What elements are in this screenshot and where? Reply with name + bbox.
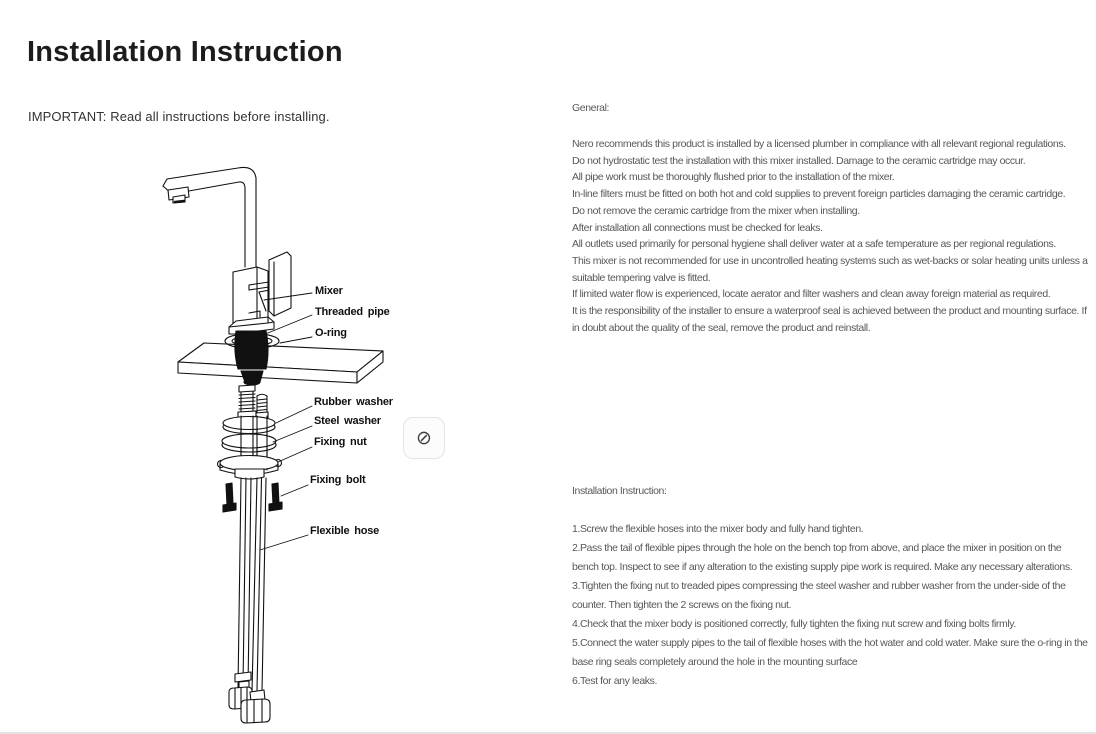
general-paragraph: Nero recommends this product is installed by a licensed plumber in compliance with all relevant regional regulations.	[572, 138, 1066, 150]
label-mixer: Mixer	[315, 285, 343, 297]
general-paragraph: Do not hydrostatic test the installation with this mixer installed. Damage to the ceramic cartridge may occur.	[572, 154, 1026, 167]
general-paragraph: This mixer is not recommended for use in uncontrolled heating systems such as wet-backs or solar heating units unless a suitable tempering valve is fitted.	[572, 254, 1088, 284]
label-steel-washer: Steel washer	[314, 415, 381, 427]
page-title: Installation Instruction	[27, 36, 343, 68]
general-paragraph: If limited water flow is experienced, locate aerator and filter washers and clean away foreign material as required.	[572, 288, 1051, 301]
installation-step: 1.Screw the flexible hoses into the mixer body and fully hand tighten.	[572, 523, 864, 535]
installation-steps	[572, 520, 1088, 691]
general-paragraphs	[572, 136, 1088, 336]
installation-heading: Installation Instruction:	[572, 485, 667, 497]
installation-step: 2.Pass the tail of flexible pipes through the hole on the bench top from above, and place the mixer in position on the bench top. Inspect to see if any alteration to the existing supply pipe work is required. Make any necessary alterations.	[572, 542, 1073, 573]
label-fixing-bolt: Fixing bolt	[310, 474, 366, 486]
installation-step: 6.Test for any leaks.	[572, 675, 657, 687]
label-flexible-hose: Flexible hose	[310, 525, 380, 537]
label-threaded-pipe: Threaded pipe	[315, 306, 390, 318]
installation-step: 4.Check that the mixer body is positioned correctly, fully tighten the fixing nut screw and fixing bolts firmly.	[572, 618, 1016, 630]
label-rubber-washer: Rubber washer	[314, 396, 393, 408]
general-paragraph: All outlets used primarily for personal hygiene shall deliver water at a safe temperature as per regional regulations.	[572, 238, 1056, 251]
general-paragraph: Do not remove the ceramic cartridge from the mixer when installing.	[572, 204, 860, 217]
label-o-ring: O-ring	[315, 327, 347, 339]
no-entry-icon: ⊘	[416, 426, 432, 449]
important-note: IMPORTANT: Read all instructions before installing.	[28, 109, 330, 124]
general-paragraph: After installation all connections must be checked for leaks.	[572, 221, 823, 234]
general-paragraph: All pipe work must be thoroughly flushed prior to the installation of the mixer.	[572, 171, 895, 184]
label-fixing-nut: Fixing nut	[314, 436, 367, 448]
general-paragraph: In-line filters must be fitted on both hot and cold supplies to prevent foreign particles damaging the ceramic cartridge.	[572, 188, 1066, 201]
blocked-image-placeholder	[403, 417, 445, 459]
installation-step: 5.Connect the water supply pipes to the tail of flexible hoses with the hot water and cold water. Make sure the o-ring in the base ring seals completely around the hole in the mounting surface	[572, 637, 1088, 668]
general-heading: General:	[572, 102, 610, 114]
general-paragraph: It is the responsibility of the installer to ensure a waterproof seal is achieved between the product and mounting surface. If in doubt about the quality of the seal, remove the product and reinstall.	[572, 305, 1087, 334]
installation-step: 3.Tighten the fixing nut to treaded pipes compressing the steel washer and rubber washer from the under-side of the counter. Then tighten the 2 screws on the fixing nut.	[572, 580, 1066, 611]
